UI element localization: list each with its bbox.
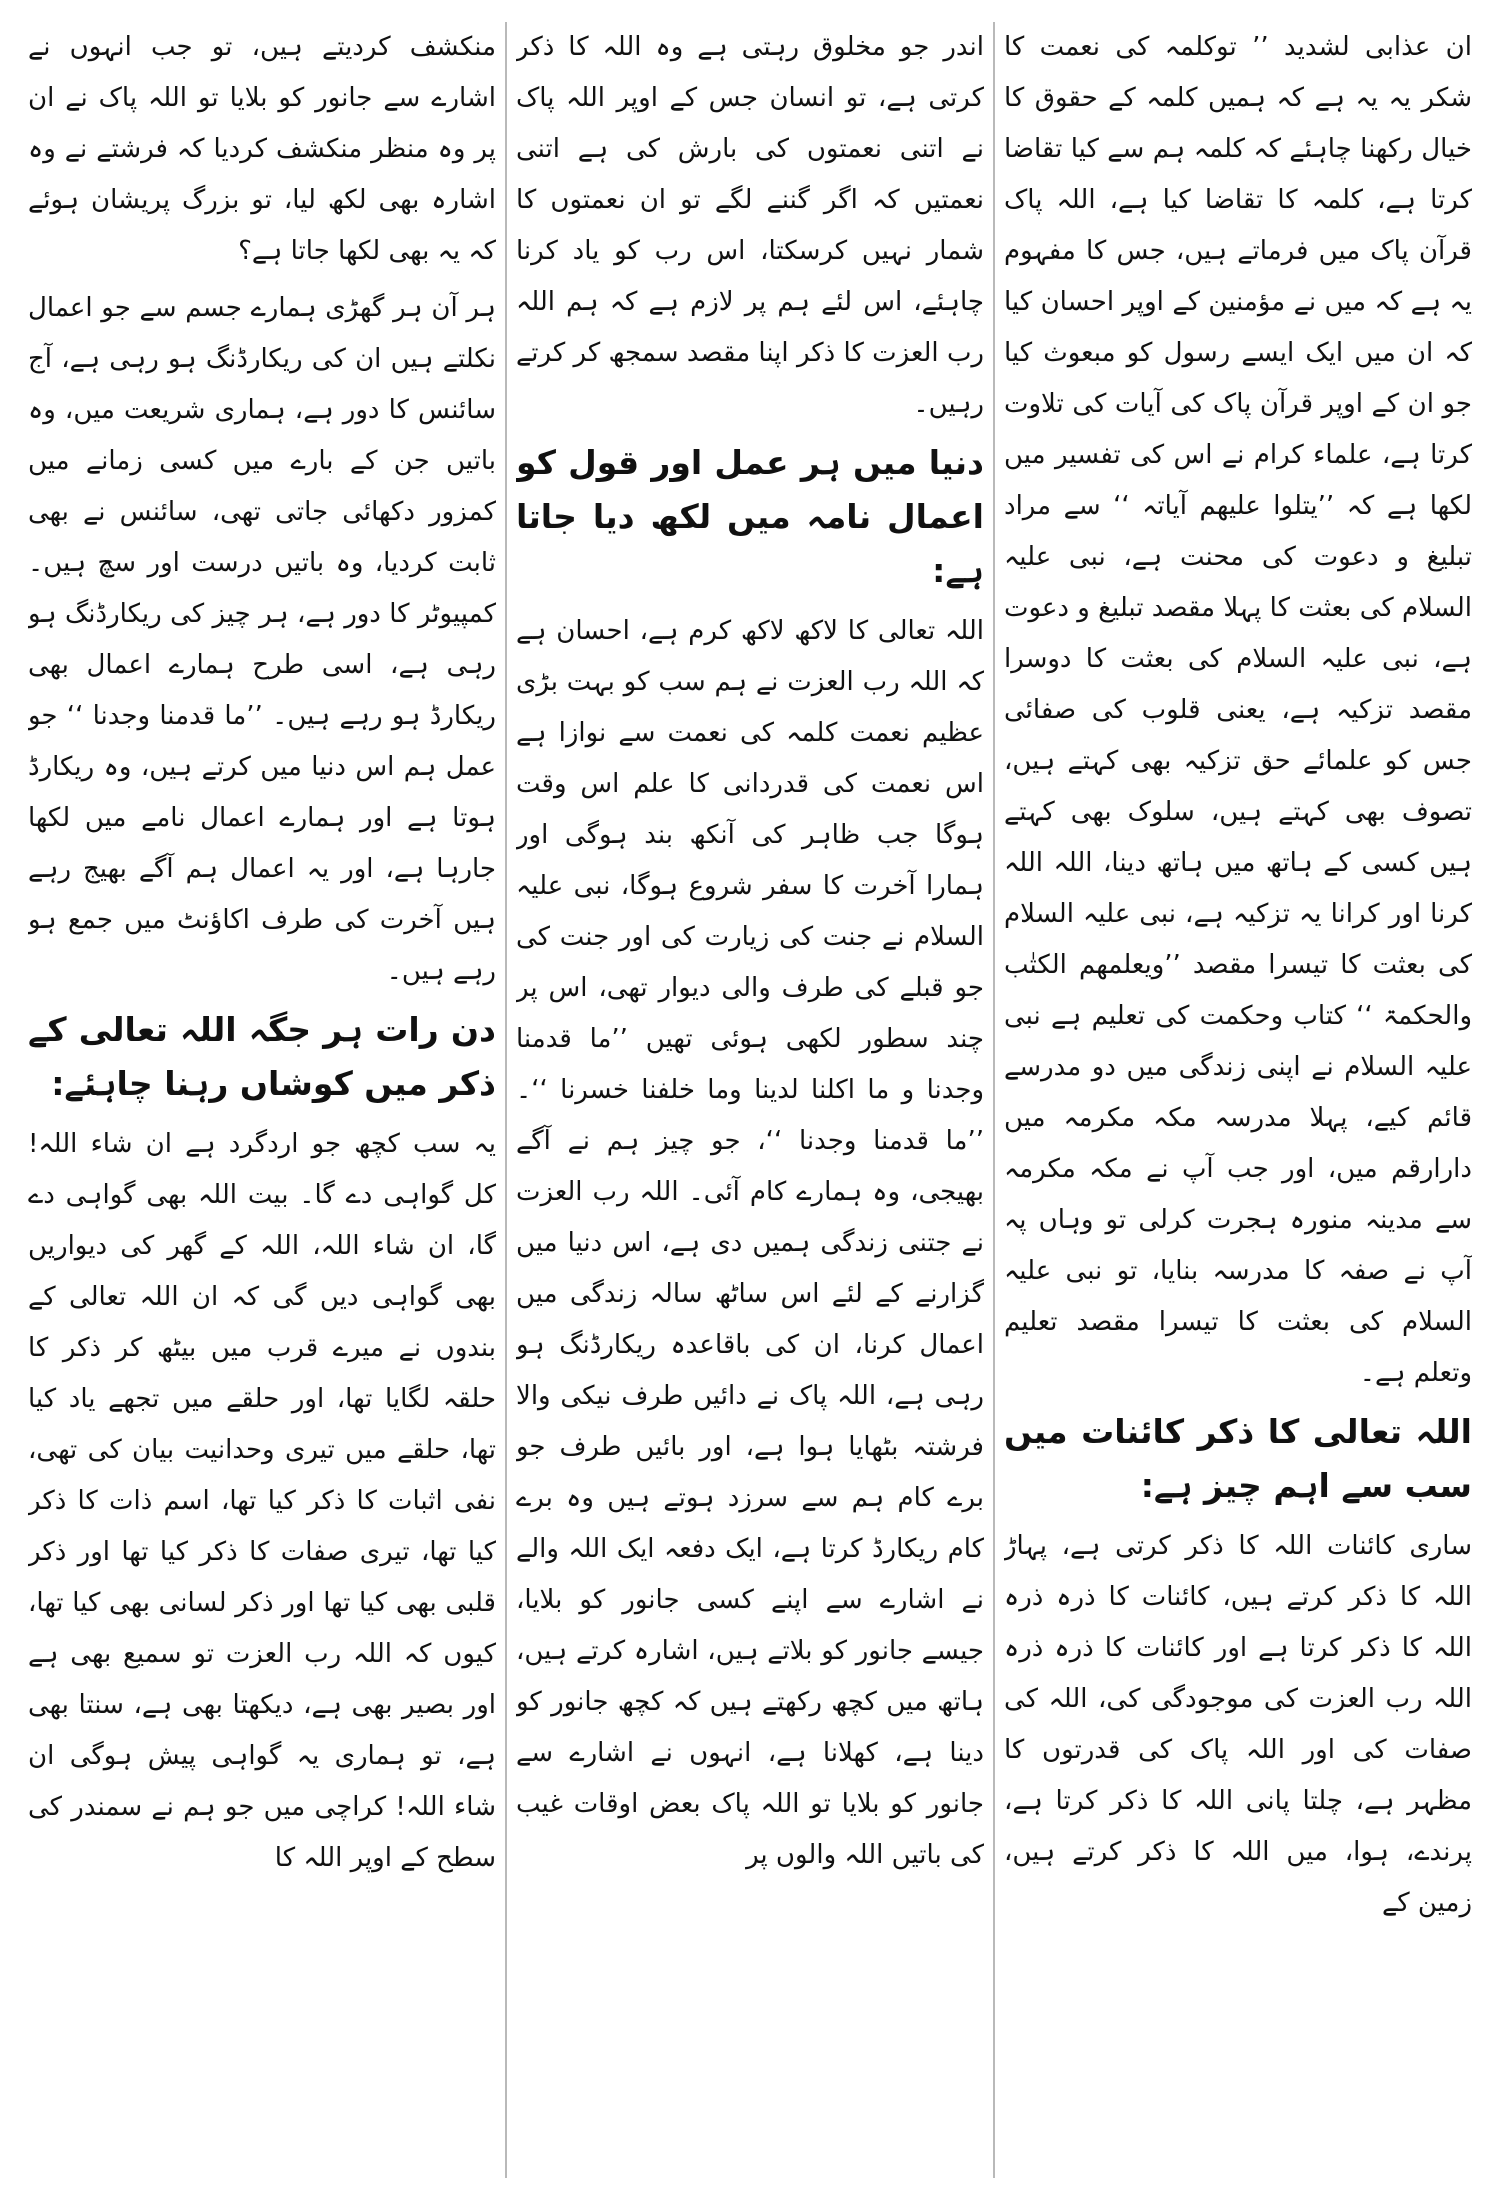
paragraph: منکشف کردیتے ہیں، تو جب انہوں نے اشارے سے جانور کو بلایا تو اللہ پاک نے ان پر وہ منظر منکشف کردیا کہ فرشتے نے وہ اشارہ بھی لکھ لیا، تو بزرگ پریشان ہوئے کہ یہ بھی لکھا جاتا ہے؟ bbox=[28, 32, 496, 266]
column-right bbox=[1004, 22, 1472, 2178]
section-heading: دنیا میں ہر عمل اور قول کو اعمال نامہ میں لکھ دیا جاتا ہے: bbox=[516, 443, 984, 590]
column-middle bbox=[516, 22, 984, 2178]
paragraph: یہ سب کچھ جو اردگرد ہے ان شاء اللہ! کل گواہی دے گا۔ بیت اللہ بھی گواہی دے گا، ان شاء اللہ، اللہ کے گھر کی دیواریں بھی گواہی دیں گی کہ ان اللہ تعالی کے بندوں نے میرے قرب میں بیٹھ کر ذکر کا حلقہ لگایا تھا، اور حلقے میں تجھے یاد کیا تھا، حلقے میں تیری وحدانیت بیان کی تھی، نفی اثبات کا ذکر کیا تھا، اسم ذات کا ذکر کیا تھا، تیری صفات کا ذکر کیا تھا اور ذکر قلبی بھی کیا تھا اور ذکر لسانی بھی کیا تھا، کیوں کہ اللہ رب العزت تو سمیع بھی ہے اور بصیر بھی ہے، دیکھتا بھی ہے، سنتا بھی ہے، تو ہماری یہ گواہی پیش ہوگی ان شاء اللہ! کراچی میں جو ہم نے سمندر کی سطح کے اوپر اللہ کا bbox=[28, 1129, 496, 1873]
paragraph: ہر آن ہر گھڑی ہمارے جسم سے جو اعمال نکلتے ہیں ان کی ریکارڈنگ ہو رہی ہے، آج سائنس کا دور ہے، ہماری شریعت میں، وہ باتیں جن کے بارے میں کسی زمانے میں کمزور دکھائی جاتی تھی، سائنس نے بھی ثابت کردیا، وہ باتیں درست اور سچ ہیں۔ کمپیوٹر کا دور ہے، ہر چیز کی ریکارڈنگ ہو رہی ہے، اسی طرح ہمارے اعمال بھی ریکارڈ ہو رہے ہیں۔ ’’ما قدمنا وجدنا ‘‘ جو عمل ہم اس دنیا میں کرتے ہیں، وہ ریکارڈ ہوتا ہے اور ہمارے اعمال نامے میں لکھا جارہا ہے، اور یہ اعمال ہم آگے بھیج رہے ہیں آخرت کی طرف اکاؤنٹ میں جمع ہو رہے ہیں۔ bbox=[28, 293, 496, 986]
paragraph: اندر جو مخلوق رہتی ہے وہ اللہ کا ذکر کرتی ہے، تو انسان جس کے اوپر اللہ پاک نے اتنی نعمتوں کی بارش کی ہے اتنی نعمتیں کہ اگر گننے لگے تو ان نعمتوں کا شمار نہیں کرسکتا، اس رب کو یاد کرنا چاہئے، اس لئے ہم پر لازم ہے کہ ہم اللہ رب العزت کا ذکر اپنا مقصد سمجھ کر کرتے رہیں۔ bbox=[516, 32, 984, 419]
section-heading: اللہ تعالی کا ذکر کائنات میں سب سے اہم چیز ہے: bbox=[1004, 1412, 1472, 1505]
column-left bbox=[28, 22, 496, 2178]
column-divider bbox=[993, 22, 995, 2178]
paragraph: اللہ تعالی کا لاکھ لاکھ کرم ہے، احسان ہے کہ اللہ رب العزت نے ہم سب کو بہت بڑی عظیم نعمت کلمہ کی نعمت سے نوازا ہے اس نعمت کی قدردانی کا علم اس وقت ہوگا جب ظاہر کی آنکھ بند ہوگی اور ہمارا آخرت کا سفر شروع ہوگا، نبی علیہ السلام نے جنت کی زیارت کی اور جنت کی جو قبلے کی طرف والی دیوار تھی، اس پر چند سطور لکھی ہوئی تھیں ’’ما قدمنا وجدنا و ما اکلنا لدینا وما خلفنا خسرنا ‘‘۔ ’’ما قدمنا وجدنا ‘‘، جو چیز ہم نے آگے بھیجی، وہ ہمارے کام آئی۔ اللہ رب العزت نے جتنی زندگی ہمیں دی ہے، اس دنیا میں گزارنے کے لئے اس ساٹھ سالہ زندگی میں اعمال کرنا، ان کی باقاعدہ ریکارڈنگ ہو رہی ہے، اللہ پاک نے دائیں طرف نیکی والا فرشتہ بٹھایا ہوا ہے، اور بائیں طرف جو برے کام ہم سے سرزد ہوتے ہیں وہ برے کام ریکارڈ کرتا ہے، ایک دفعہ ایک اللہ والے نے اشارے سے اپنے کسی جانور کو بلایا، جیسے جانور کو بلاتے ہیں، اشارہ کرتے ہیں، ہاتھ میں کچھ رکھتے ہیں کہ کچھ جانور کو دینا ہے، کھلانا ہے، انہوں نے اشارے سے جانور کو بلایا تو اللہ پاک بعض اوقات غیب کی باتیں اللہ والوں پر bbox=[516, 616, 984, 1870]
section-heading: دن رات ہر جگہ اللہ تعالی کے ذکر میں کوشاں رہنا چاہئے: bbox=[28, 1010, 496, 1103]
paragraph: ساری کائنات اللہ کا ذکر کرتی ہے، پہاڑ اللہ کا ذکر کرتے ہیں، کائنات کا ذرہ ذرہ اللہ کا ذکر کرتا ہے اور کائنات کا ذرہ ذرہ اللہ رب العزت کی موجودگی کی، اللہ کی صفات کی اور اللہ پاک کی قدرتوں کا مظہر ہے، چلتا پانی اللہ کا ذکر کرتا ہے، پرندے، ہوا، میں اللہ کا ذکر کرتے ہیں، زمین کے bbox=[1004, 1531, 1472, 1918]
paragraph: ان عذابی لشدید ’’ توکلمہ کی نعمت کا شکر یہ یہ ہے کہ ہمیں کلمہ کے حقوق کا خیال رکھنا چاہئے کہ کلمہ ہم سے کیا تقاضا کرتا ہے، کلمہ کا تقاضا کیا ہے، اللہ پاک قرآن پاک میں فرماتے ہیں، جس کا مفہوم یہ ہے کہ میں نے مؤمنین کے اوپر احسان کیا کہ ان میں ایک ایسے رسول کو مبعوث کیا جو ان کے اوپر قرآن پاک کی آیات کی تلاوت کرتا ہے، علماء کرام نے اس کی تفسیر میں لکھا ہے کہ ’’یتلوا علیھم آیاتہ ‘‘ سے مراد تبلیغ و دعوت کی محنت ہے، نبی علیہ السلام کی بعثت کا پہلا مقصد تبلیغ و دعوت ہے، نبی علیہ السلام کی بعثت کا دوسرا مقصد تزکیہ ہے، یعنی قلوب کی صفائی جس کو علمائے حق تزکیہ بھی کہتے ہیں، تصوف بھی کہتے ہیں، سلوک بھی کہتے ہیں کسی کے ہاتھ میں ہاتھ دینا، اللہ اللہ کرنا اور کرانا یہ تزکیہ ہے، نبی علیہ السلام کی بعثت کا تیسرا مقصد ’’ویعلمھم الکتٰب والحکمۃ ‘‘ کتاب وحکمت کی تعلیم ہے نبی علیہ السلام نے اپنی زندگی میں دو مدرسے قائم کیے، پہلا مدرسہ مکہ مکرمہ میں دارارقم میں، اور جب آپ نے مکہ مکرمہ سے مدینہ منورہ ہجرت کرلی تو وہاں پہ آپ نے صفہ کا مدرسہ بنایا، تو نبی علیہ السلام کی بعثت کا تیسرا مقصد تعلیم وتعلم ہے۔ bbox=[1004, 32, 1472, 1388]
column-divider bbox=[505, 22, 507, 2178]
